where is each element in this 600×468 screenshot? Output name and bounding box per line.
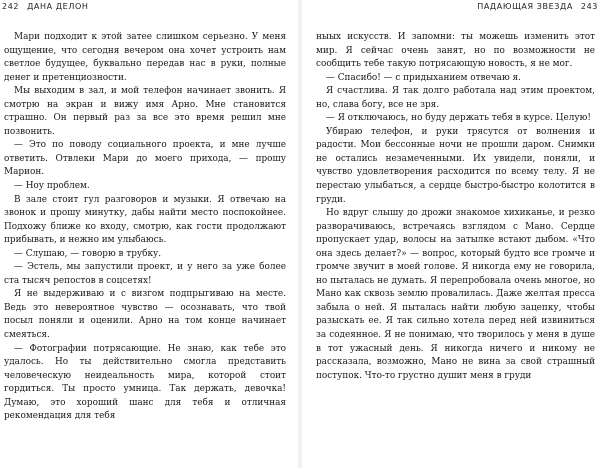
paragraph: Мари подходит к этой затее слишком серьезно. У меня ощущение, что сегодня вечером она хочет устроить нам светлое будущее, буквально передав нас в руки, полные денег и претенциозности. bbox=[4, 32, 286, 83]
paragraph: Мы выходим в зал, и мой телефон начинает звонить. Я смотрю на экран и вижу имя Арно. Мне становится страшно. Он первый раз за все это время решил мне позвонить. bbox=[4, 86, 286, 137]
paragraph: Убираю телефон, и руки трясутся от волнения и радости. Мои бессонные ночи не прошли даром. Снимки не остались незамеченными. Их увидели, поняли, и чувство удовлетворения расходится по всему телу. Я не перестаю улыбаться, а сердце быстро-быстро колотится в груди. bbox=[316, 126, 595, 205]
left-page bbox=[0, 0, 292, 468]
paragraph: — Спасибо! — с придыханием отвечаю я. bbox=[326, 72, 521, 83]
right-page-number: 243 bbox=[580, 2, 598, 11]
left-page-header bbox=[2, 2, 88, 12]
left-running-title: ДАНА ДЕЛОН bbox=[27, 2, 89, 11]
paragraph: Я не выдерживаю и с визгом подпрыгиваю на месте. Ведь это невероятное чувство — осознавать, что твой посыл поняли и оценили. Арно на том конце начинает смеяться. bbox=[4, 289, 286, 341]
right-running-title: ПАДАЮЩАЯ ЗВЕЗДА bbox=[477, 2, 573, 11]
paragraph: — Слушаю, — говорю в трубку. bbox=[14, 248, 162, 259]
paragraph: — Ноу проблем. bbox=[14, 181, 90, 192]
right-page-header bbox=[477, 2, 598, 12]
right-page-text bbox=[316, 31, 595, 383]
left-page-text bbox=[4, 31, 286, 424]
paragraph: — Фотографии потрясающие. Не знаю, как тебе это удалось. Но ты действительно смогла представить человеческую неидеальность мира, которой стоит гордиться. Ты просто умница. Так держать, девочка! Думаю, это хороший шанс для тебя и отличная рекомендация для тебя bbox=[4, 343, 286, 422]
paragraph: Но вдруг слышу до дрожи знакомое хихиканье, и резко разворачиваюсь, встречаясь взглядом с Мано. Сердце пропускает удар, волосы на затылке встают дыбом. «Что она здесь делает?» — вопрос, который будто все громче и громче звучит в моей голове. Я никогда ему не говорила, но пыталась не думать. Я перепробовала очень многое, но Мано как сквозь землю провалилась. Даже желтая пресса забыла о ней. Я пыталась найти любую зацепку, чтобы разыскать ее. Я так сильно хотела перед ней извиниться за содеянное. Я не понимаю, что творилось у меня в душе в тот ужасный день. Я никогда ничего и никому не рассказала, возможно, Мано не вина за свой страшный поступок. Что-то грустно душит меня в груди bbox=[316, 208, 595, 381]
paragraph: — Я отключаюсь, но буду держать тебя в курсе. Целую! bbox=[326, 113, 591, 124]
left-page-number: 242 bbox=[2, 2, 20, 11]
paragraph: — Эстель, мы запустили проект, и у него за уже более ста тысяч репостов в соцсетях! bbox=[4, 262, 286, 286]
book-gutter bbox=[297, 0, 303, 468]
right-page bbox=[308, 0, 600, 468]
paragraph: Я счастлива. Я так долго работала над этим проектом, но, слава богу, все не зря. bbox=[316, 86, 595, 110]
paragraph: — Это по поводу социального проекта, и мне лучше ответить. Отвлеки Мари до моего прихода, — прошу Марион. bbox=[4, 140, 286, 178]
paragraph: В зале стоит гул разговоров и музыки. Я отвечаю на звонок и прошу минутку, дабы найти место поспокойнее. Подхожу ближе ко входу, смотрю, как гости продолжают прибывать, и нежно им улыбаюсь. bbox=[4, 194, 286, 246]
paragraph: ныых искусств. И запомни: ты можешь изменить этот мир. Я сейчас очень занят, но по возможности не сообщить тебе такую потрясающую новость, я не мог. bbox=[316, 32, 595, 70]
